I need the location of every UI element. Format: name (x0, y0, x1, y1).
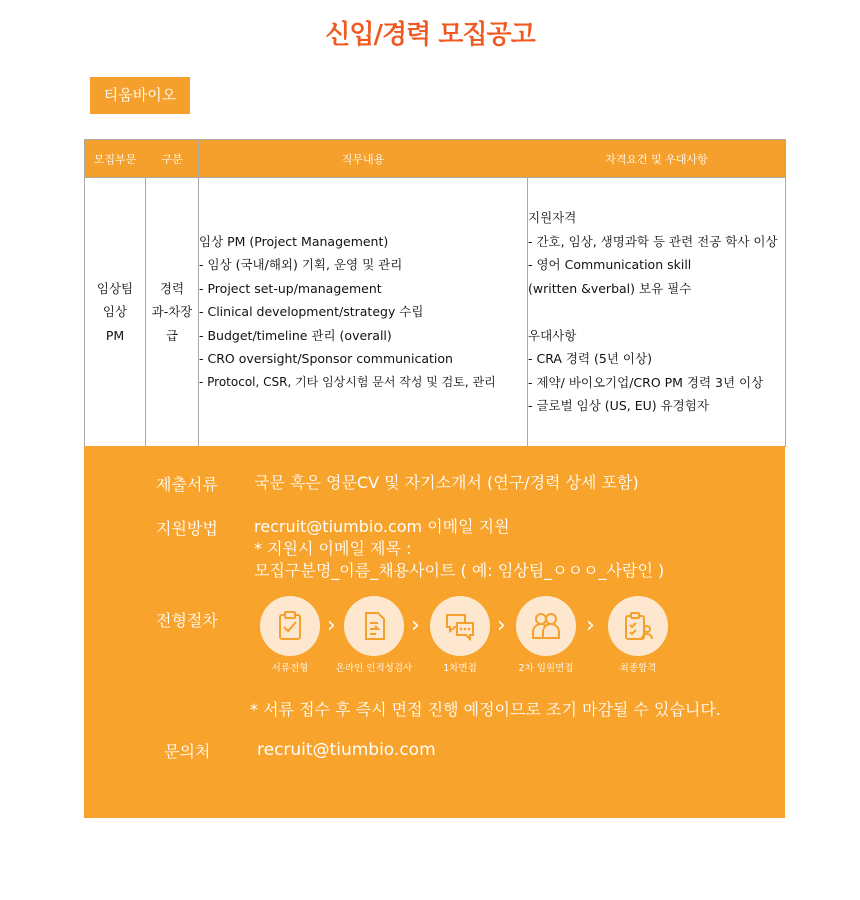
step-arrow: › (411, 613, 420, 638)
duty-line: - Protocol, CSR, 기타 임상시험 문서 작성 및 검토, 관리 (199, 374, 496, 389)
clipboard-check-icon (274, 610, 306, 642)
duty-line: 임상 PM (Project Management) (199, 233, 389, 249)
step-label: 최종합격 (619, 663, 657, 674)
header-dept: 모집부문 (85, 140, 146, 178)
apply-email-line[interactable]: recruit@tiumbio.com 이메일 지원 (254, 517, 510, 536)
step-arrow: › (327, 613, 336, 638)
table-header-row (85, 140, 786, 178)
level-line: 급 (165, 327, 179, 343)
chat-bubbles-icon (444, 610, 476, 642)
spacer (528, 300, 785, 324)
header-level: 구분 (146, 140, 199, 178)
preferred-line: - 글로벌 임상 (US, EU) 유경험자 (528, 398, 709, 414)
process-label: 전형절차 (156, 611, 218, 630)
step-final (608, 596, 668, 656)
company-badge: 티움바이오 (90, 77, 190, 114)
requirement-line: - 영어 Communication skill (528, 257, 692, 273)
people-icon (530, 610, 562, 642)
dept-line: 임상 (102, 304, 128, 320)
step-label: 서류전형 (271, 663, 309, 674)
header-duties: 직무내용 (199, 140, 528, 178)
apply-value (254, 516, 664, 582)
preferred-line: - CRA 경력 (5년 이상) (528, 351, 652, 367)
checklist-person-icon (622, 610, 654, 642)
step-second-interview (516, 596, 576, 656)
documents-label: 제출서류 (156, 475, 218, 494)
level-line: 경력 (159, 280, 185, 296)
level-cell (146, 178, 199, 447)
step-label: 1차면접 (443, 663, 477, 674)
apply-label: 지원방법 (156, 519, 218, 538)
info-panel (84, 446, 785, 818)
dept-line: 임상팀 (96, 280, 134, 296)
requirements-cell (528, 178, 786, 447)
apply-format-line: 모집구분명_이름_채용사이트 ( 예: 임상팀_ㅇㅇㅇ_사람인 ) (254, 561, 665, 580)
duty-line: - Budget/timeline 관리 (overall) (199, 327, 392, 343)
duty-line: - Clinical development/strategy 수립 (199, 304, 424, 320)
step-label: 온라인 인적성검사 (335, 663, 413, 674)
step-aptitude (344, 596, 404, 656)
step-documents (260, 596, 320, 656)
documents-value: 국문 혹은 영문CV 및 자기소개서 (연구/경력 상세 포함) (254, 473, 639, 492)
preferred-title: 우대사항 (528, 327, 577, 343)
step-arrow: › (497, 613, 506, 638)
dept-line: PM (105, 327, 125, 343)
step-label: 2차 임원면접 (518, 663, 574, 674)
requirement-line: - 간호, 임상, 생명과학 등 관련 전공 학사 이상 (528, 233, 778, 249)
requirements-title: 지원자격 (528, 210, 577, 226)
contact-email[interactable]: recruit@tiumbio.com (257, 740, 436, 760)
duty-line: - CRO oversight/Sponsor communication (199, 351, 453, 367)
duty-line: - Project set-up/management (199, 280, 382, 296)
job-table (84, 139, 786, 447)
level-line: 과-차장 (151, 304, 193, 320)
process-steps (258, 596, 678, 676)
contact-label: 문의처 (164, 742, 211, 761)
deadline-notice: * 서류 접수 후 즉시 면접 진행 예정이므로 조기 마감될 수 있습니다. (250, 700, 721, 719)
preferred-line: - 제약/ 바이오기업/CRO PM 경력 3년 이상 (528, 374, 764, 390)
header-requirements: 자격요건 및 우대사항 (528, 140, 786, 178)
duties-cell (199, 178, 528, 447)
requirement-line: (written &verbal) 보유 필수 (528, 280, 692, 296)
step-arrow: › (586, 613, 595, 638)
duty-line: - 임상 (국내/해외) 기획, 운영 및 관리 (199, 257, 403, 273)
table-row (85, 178, 786, 447)
step-first-interview (430, 596, 490, 656)
dept-cell (85, 178, 146, 447)
apply-subject-line: * 지원시 이메일 제목 : (254, 539, 412, 558)
page-title: 신입/경력 모집공고 (325, 20, 535, 50)
document-arrow-icon (358, 610, 390, 642)
